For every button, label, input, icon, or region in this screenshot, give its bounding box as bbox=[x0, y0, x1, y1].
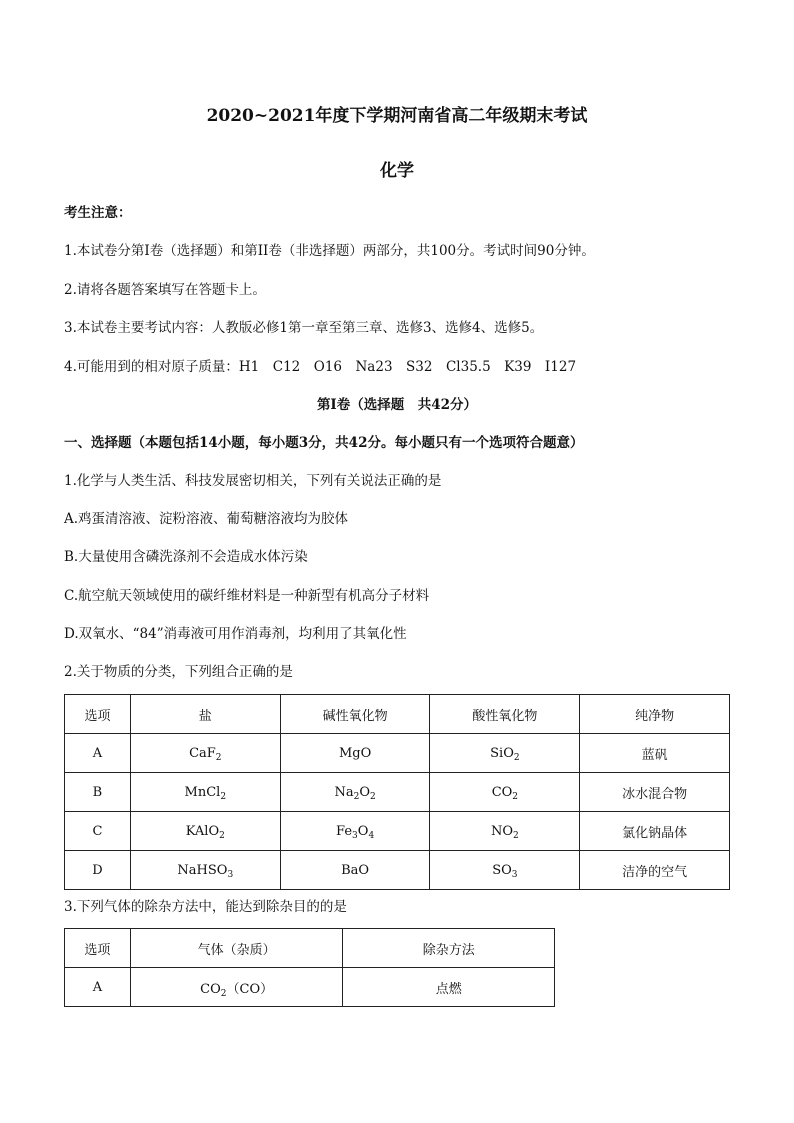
table-row bbox=[65, 812, 730, 851]
header-cell: 盐 bbox=[130, 695, 280, 734]
notice-item: 1.本试卷分第I卷（选择题）和第II卷（非选择题）两部分，共100分。考试时间90分钟。 bbox=[64, 243, 595, 259]
salt-cell: NaHSO$_3$ bbox=[130, 851, 280, 890]
q3-stem: 3.下列气体的除杂方法中，能达到除杂目的的是 bbox=[64, 899, 347, 915]
notice-item: 3.本试卷主要考试内容：人教版必修1第一章至第三章、选修3、选修4、选修5。 bbox=[64, 320, 544, 336]
notice-item: 2.请将各题答案填写在答题卡上。 bbox=[64, 282, 266, 298]
q2-table bbox=[64, 694, 730, 890]
notice-item: 4.可能用到的相对原子质量：H1 C12 O16 Na23 S32 Cl35.5 K39 I127 bbox=[64, 359, 577, 375]
q3-table bbox=[64, 928, 555, 1007]
option-cell: A bbox=[65, 734, 131, 773]
header-cell: 酸性氧化物 bbox=[430, 695, 580, 734]
gas-impurity-cell: $CO_2(CO)$ bbox=[130, 968, 343, 1007]
acidic-oxide-cell: $CO_2$ bbox=[430, 773, 580, 812]
q1-stem: 1.化学与人类生活、科技发展密切相关，下列有关说法正确的是 bbox=[64, 473, 442, 489]
table-row bbox=[65, 734, 730, 773]
q1-option-b: B.大量使用含磷洗涤剂不会造成水体污染 bbox=[64, 549, 308, 565]
section-title: 一、选择题（本题包括14小题，每小题3分，共42分。每小题只有一个选项符合题意） bbox=[64, 435, 584, 451]
header-cell: 气体（杂质） bbox=[130, 929, 343, 968]
table-header-row bbox=[65, 929, 555, 968]
table-header-row bbox=[65, 695, 730, 734]
header-cell: 除杂方法 bbox=[343, 929, 555, 968]
q1-option-a: A.鸡蛋清溶液、淀粉溶液、葡萄糖溶液均为胶体 bbox=[64, 511, 349, 527]
header-cell: 碱性氧化物 bbox=[280, 695, 430, 734]
basic-oxide-cell: $Na_2O_2$ bbox=[280, 773, 430, 812]
header-cell: 选项 bbox=[65, 929, 131, 968]
option-cell: A bbox=[65, 968, 131, 1007]
table-row bbox=[65, 968, 555, 1007]
notice-heading: 考生注意： bbox=[64, 205, 132, 221]
salt-cell: KAlO$_2$ bbox=[130, 812, 280, 851]
method-cell: 点燃 bbox=[343, 968, 555, 1007]
q1-option-d: D.双氧水、“84”消毒液可用作消毒剂，均利用了其氧化性 bbox=[64, 626, 407, 642]
basic-oxide-cell: MgO bbox=[280, 734, 430, 773]
option-cell: B bbox=[65, 773, 131, 812]
pure-substance-cell: 洁净的空气 bbox=[580, 851, 730, 890]
acidic-oxide-cell: $NO_2$ bbox=[430, 812, 580, 851]
exam-title: 2020~2021年度下学期河南省高二年级期末考试 bbox=[206, 106, 588, 126]
acidic-oxide-cell: $SO_3$ bbox=[430, 851, 580, 890]
basic-oxide-cell: BaO bbox=[280, 851, 430, 890]
pure-substance-cell: 冰水混合物 bbox=[580, 773, 730, 812]
option-cell: D bbox=[65, 851, 131, 890]
subject-title: 化学 bbox=[380, 161, 414, 181]
pure-substance-cell: 蓝矾 bbox=[580, 734, 730, 773]
salt-cell: MnCl$_2$ bbox=[130, 773, 280, 812]
basic-oxide-cell: $Fe_3O_4$ bbox=[280, 812, 430, 851]
header-cell: 选项 bbox=[65, 695, 131, 734]
salt-cell: CaF$_2$ bbox=[130, 734, 280, 773]
table-row bbox=[65, 773, 730, 812]
acidic-oxide-cell: SiO$_2$ bbox=[430, 734, 580, 773]
q2-stem: 2.关于物质的分类，下列组合正确的是 bbox=[64, 664, 293, 680]
part1-heading: 第I卷（选择题 共42分） bbox=[316, 397, 478, 413]
q1-option-c: C.航空航天领域使用的碳纤维材料是一种新型有机高分子材料 bbox=[64, 588, 430, 604]
option-cell: C bbox=[65, 812, 131, 851]
header-cell: 纯净物 bbox=[580, 695, 730, 734]
table-row bbox=[65, 851, 730, 890]
pure-substance-cell: 氯化钠晶体 bbox=[580, 812, 730, 851]
